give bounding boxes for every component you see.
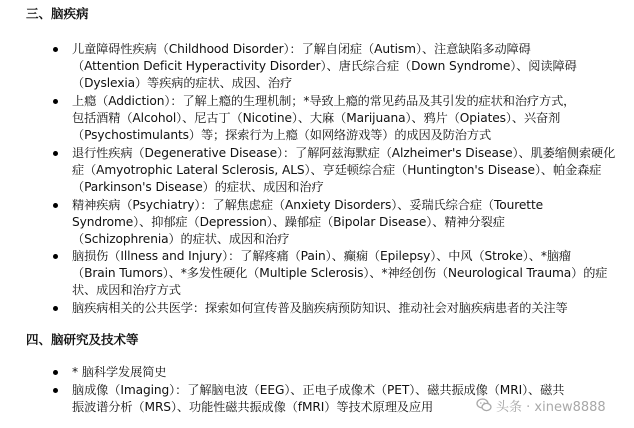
section-title-brain-research: 四、脑研究及技术等	[26, 332, 139, 347]
list-item-text: 儿童障碍性疾病（Childhood Disorder）：了解自闭症（Autism）、注意缺陷多动障碍 （Attention Deficit Hyperactivity Disorder）、唐氏综合症（Down Syndrome）、阅读障碍 （Dyslexia）等疾病的症状、成因、治疗	[72, 42, 577, 91]
list-item-text: * 脑科学发展简史	[72, 365, 167, 379]
watermark	[476, 396, 606, 414]
wechat-bubble-icon	[476, 397, 492, 413]
bullet-icon	[53, 254, 58, 259]
bullet-icon	[53, 306, 58, 311]
bullet-icon	[53, 47, 58, 52]
bullet-icon	[53, 388, 58, 393]
list-item-text: 脑损伤（Illness and Injury）：了解疼痛（Pain）、癫痫（Epilepsy）、中风（Stroke）、*脑瘤 （Brain Tumors）、*多发性硬化（Multiple Sclerosis）、*神经创伤（Neurological Trauma）的症 状、成因和治疗方式	[72, 249, 608, 298]
list-item-text: 脑成像（Imaging）：了解脑电波（EEG）、正电子成像术（PET）、磁共振成像（MRI）、磁共 振波谱分析（MRS）、功能性磁共振成像（fMRI）等技术原理及应用	[72, 383, 565, 415]
bullet-icon	[53, 151, 58, 156]
bullet-icon	[53, 99, 58, 104]
watermark-text: 头条 · xinew8888	[496, 399, 606, 415]
bullet-icon	[53, 370, 58, 375]
bullet-icon	[53, 203, 58, 208]
section-title-brain-diseases: 三、脑疾病	[26, 6, 89, 21]
list-item-text: 上瘾（Addiction）：了解上瘾的生理机制；*导致上瘾的常见药品及其引发的症状和治疗方式， 包括酒精（Alcohol）、尼古丁（Nicotine）、大麻（Marijuana）、鸦片（Opiates）、兴奋剂 （Psychostimulants）等；探索行为上瘾（如网络游戏等）的成因及防治方式	[72, 94, 576, 143]
list-item-text: 退行性疾病（Degenerative Disease）：了解阿兹海默症（Alzheimer's Disease）、肌萎缩侧索硬化 症（Amyotrophic Lateral Sclerosis, ALS）、亨廷顿综合症（Huntington's Disease）、帕金森症 （Parkinson's Disease）的症状、成因和治疗	[72, 146, 616, 195]
list-item-text: 脑疾病相关的公共医学：探索如何宣传普及脑疾病预防知识、推动社会对脑疾病患者的关注等	[72, 301, 568, 315]
list-item-text: 精神疾病（Psychiatry）：了解焦虑症（Anxiety Disorders）、妥瑞氏综合症（Tourette Syndrome）、抑郁症（Depression）、躁郁症（Bipolar Disease）、精神分裂症 （Schizophrenia）的症状、成因和治疗	[72, 198, 544, 247]
